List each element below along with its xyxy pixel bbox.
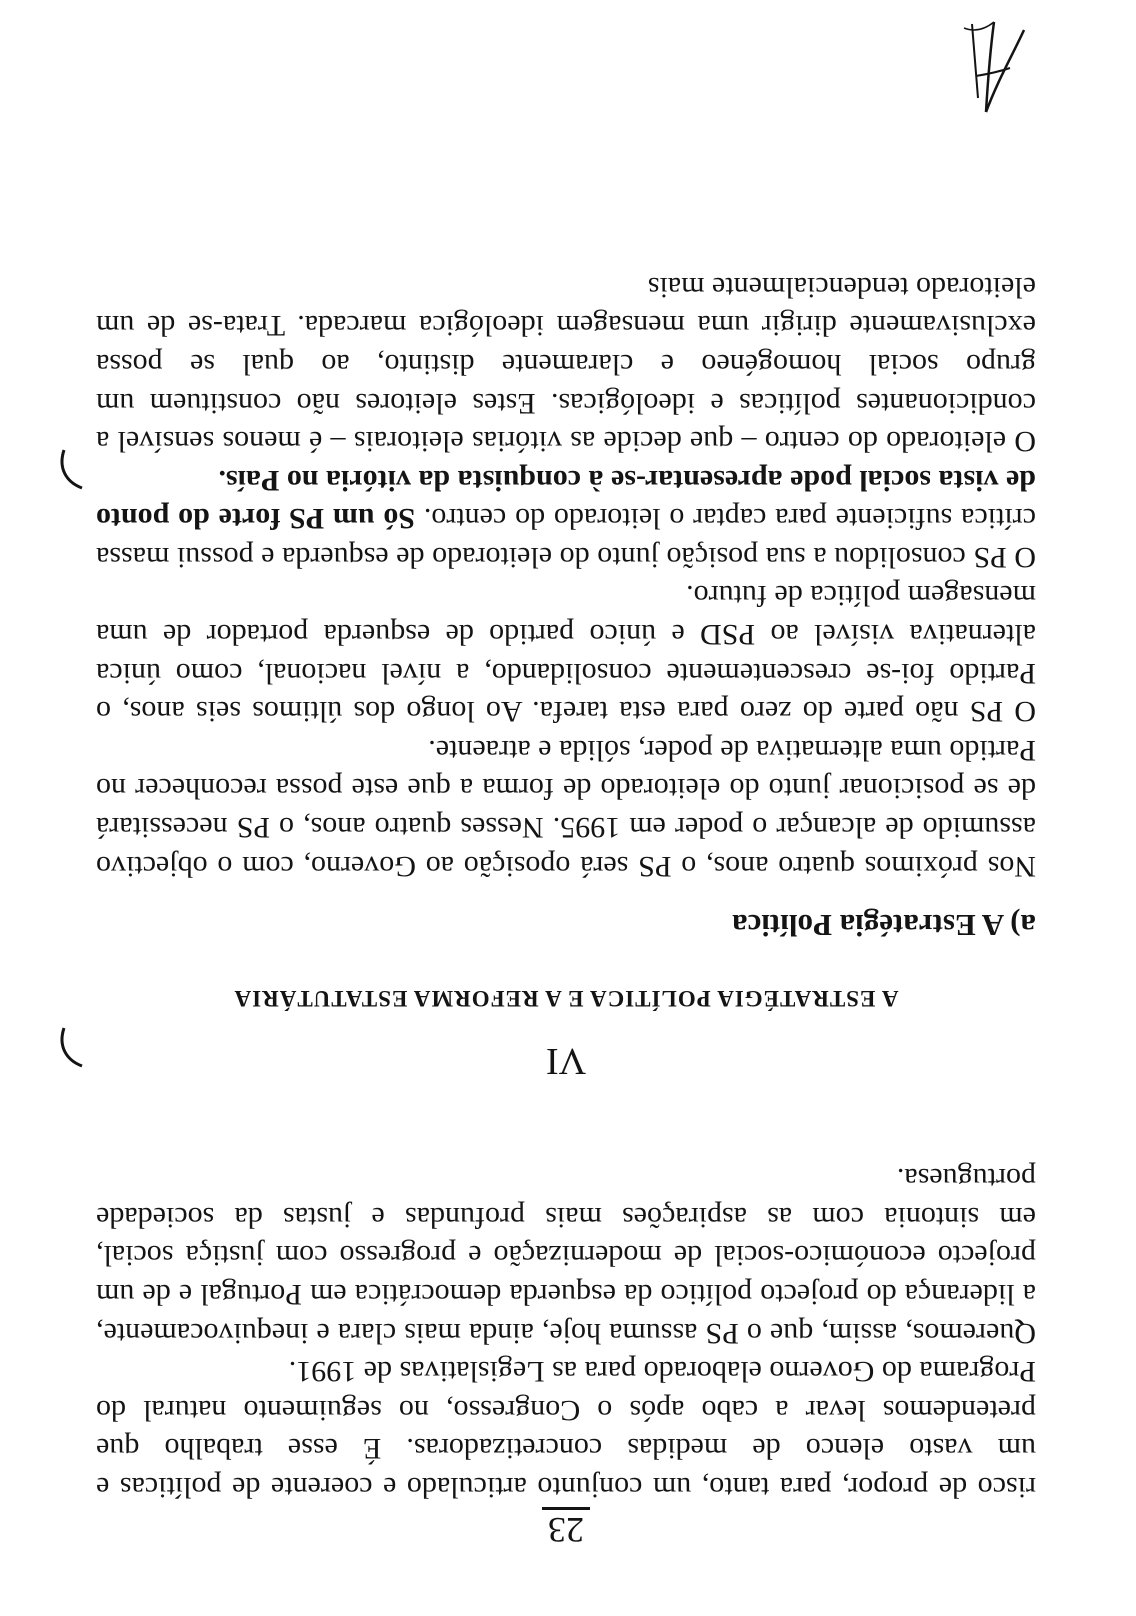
page-number: 23 [96, 1510, 1036, 1550]
page-content [96, 267, 1036, 1550]
paragraph-intro: risco de propor, para tanto, um conjunto articulado e coerente de políticas e um vasto elenco de medidas concretizadoras. É esse trabalho que pretendemos levar a cabo após o Congresso, no seguimento natural do Programa do Governo elaborado para as Legislativas de 1991. [96, 1355, 1036, 1504]
paragraph-consolidou [96, 460, 1036, 576]
handwritten-initials [954, 18, 1044, 118]
paragraph-consolidou-bold: Só um PS forte do ponto de vista social pode apresentar-se à conquista da vitória no País. [95, 463, 1036, 536]
paragraph-queremos: Queremos, assim, que o PS assuma hoje, ainda mais clara e inequivocamente, a liderança do projecto político da esquerda democrática em Portugal e de um projecto económico-social de modernização e progresso com justiça social, em sintonia com as aspirações mais profundas e justas da sociedade portuguesa. [96, 1162, 1036, 1350]
section-title: a) A Estratégia Política [732, 907, 1036, 943]
chapter-title: A ESTRATÉGIA POLÍTICA E A REFORMA ESTATUTÁRIA [233, 985, 899, 1011]
punch-hole-mark [50, 1024, 86, 1074]
punch-hole-mark [50, 446, 86, 496]
paragraph-o-ps: O PS não parte do zero para esta tarefa. Ao longo dos últimos seis anos, o Partido foi-se crescentemente consolidando, a nível nacional, como única alternativa visível ao PSD e único partido de esquerda portador de uma mensagem política de futuro. [96, 579, 1036, 729]
chapter-number: VI [545, 1039, 587, 1082]
paragraph-nos-proximos: Nos próximos quatro anos, o PS será oposição ao Governo, com o objectivo assumido de alcançar o poder em 1995. Nesses quatro anos, o PS necessitará de se posicionar junto do eleitorado de forma a que este possa reconhecer no Partido uma alternativa de poder, sólida e atraente. [96, 733, 1036, 883]
paragraph-consolidou-text: O PS consolidou a sua posição junto do eleitorado de esquerda e possui massa crítica suficiente para captar o leitorado do centro. [96, 502, 1036, 574]
paragraph-eleitorado: O eleitorado do centro – que decide as vitórias eleitorais – é menos sensível a condicionantes políticas e ideológicas. Estes eleitores não constituem um grupo social homogéneo e claramente distinto, ao qual se possa exclusivamente dirigir uma mensagem ideológica marcada. Trata-se de um eleitorado tendencialmente mais [96, 270, 1036, 459]
